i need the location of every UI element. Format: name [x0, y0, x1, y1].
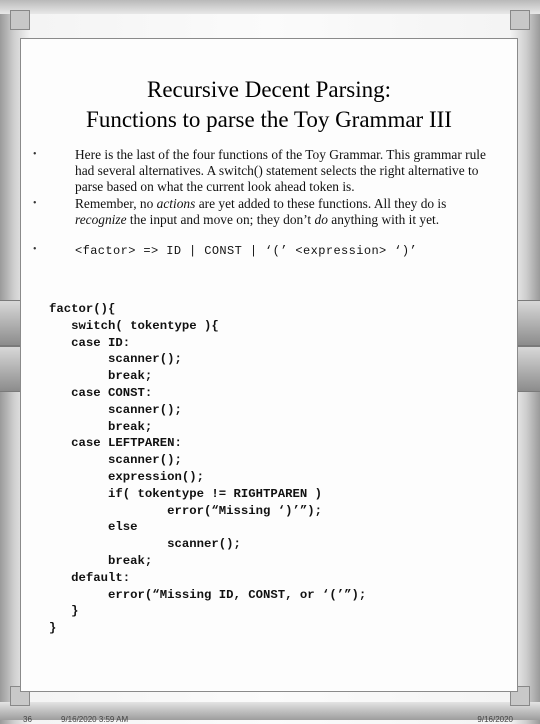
- code-line: break;: [49, 553, 153, 568]
- code-line: switch( tokentype ){: [49, 318, 219, 333]
- code-line: }: [49, 621, 57, 636]
- bullet-item: [33, 242, 493, 259]
- text-run: anything with it yet.: [327, 212, 440, 227]
- code-line: break;: [49, 419, 153, 434]
- code-line: default:: [49, 570, 131, 585]
- text-run-italic: do: [314, 212, 328, 227]
- bullet-icon: •: [33, 244, 37, 255]
- text-run: the input and move on; they don’t: [126, 212, 315, 227]
- slide-title: [21, 75, 517, 135]
- code-line: case LEFTPAREN:: [49, 436, 182, 451]
- code-line: factor(){: [49, 302, 116, 316]
- code-line: break;: [49, 369, 153, 384]
- text-run: Remember, no: [75, 196, 157, 211]
- code-line: }: [49, 604, 79, 619]
- corner-ornament: [10, 10, 30, 30]
- title-line: Recursive Decent Parsing:: [147, 77, 391, 102]
- page-number: 36: [23, 715, 32, 724]
- footer-date-right: 9/16/2020: [477, 715, 513, 724]
- code-line: case CONST:: [49, 385, 153, 400]
- footer-date-left: 9/16/2020 3:59 AM: [61, 715, 129, 724]
- text-run: are yet added to these functions. All they do is: [195, 196, 447, 211]
- bullet-list: [33, 147, 493, 260]
- code-line: if( tokentype != RIGHTPAREN ): [49, 486, 323, 501]
- code-line: scanner();: [49, 352, 182, 367]
- slide-panel: [20, 38, 518, 724]
- text-run-italic: actions: [156, 196, 196, 211]
- top-band: [0, 0, 540, 14]
- code-line: error(“Missing ‘)’”);: [49, 503, 323, 518]
- text-run: Here is the last of the four functions of the Toy Grammar. This grammar rule had several alternatives. A switch() statement selects the right alternative to parse based on what the current look ahead token is.: [75, 147, 486, 194]
- code-line: scanner();: [49, 453, 182, 468]
- bullet-item: [33, 147, 493, 195]
- code-line: expression();: [49, 469, 204, 484]
- bullet-icon: •: [33, 149, 37, 160]
- code-line: error(“Missing ID, CONST, or ‘(’”);: [49, 587, 367, 602]
- corner-ornament: [510, 10, 530, 30]
- code-line: scanner();: [49, 537, 241, 552]
- bullet-icon: •: [33, 198, 37, 209]
- code-line: scanner();: [49, 402, 182, 417]
- bullet-text: [75, 147, 486, 194]
- code-line: case ID:: [49, 335, 131, 350]
- grammar-rule: <factor> => ID | CONST | ‘(’ <expression> ‘)’: [75, 244, 418, 258]
- bullet-text: [75, 196, 446, 227]
- code-block: [49, 301, 366, 637]
- text-run-italic: recognize: [75, 212, 127, 227]
- title-line: Functions to parse the Toy Grammar III: [86, 107, 452, 132]
- code-line: else: [49, 520, 138, 535]
- bullet-item: [33, 196, 493, 228]
